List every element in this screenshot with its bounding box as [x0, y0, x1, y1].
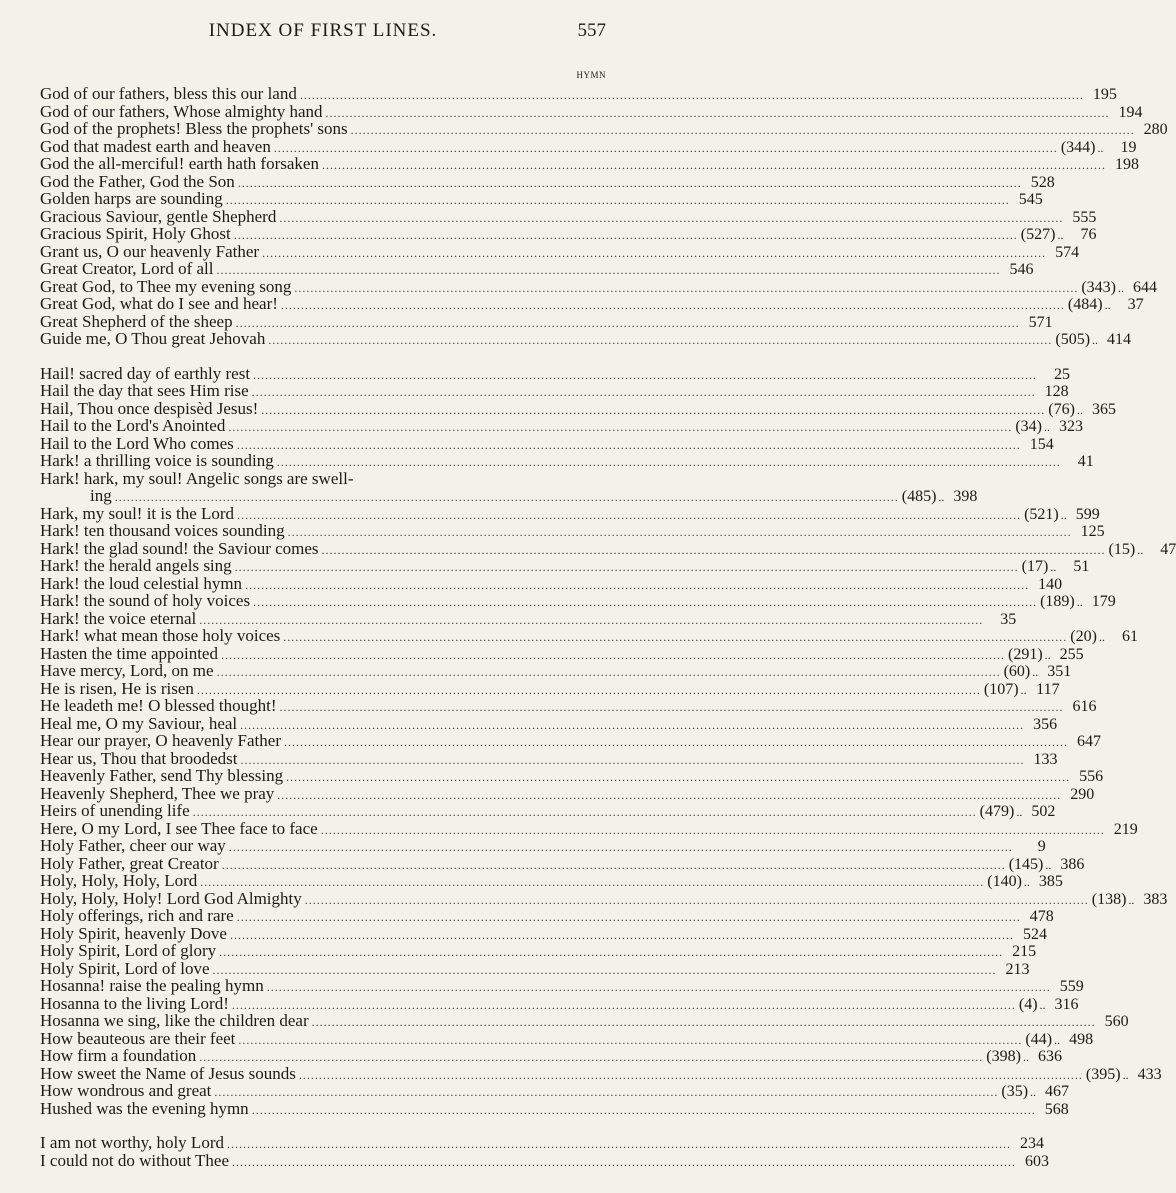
hymn-number: 280: [1143, 121, 1168, 138]
first-line-text: Hail! sacred day of earthly rest: [40, 363, 251, 383]
index-entry-continuation: [40, 486, 978, 505]
dot-leader: [322, 542, 1106, 560]
index-entry: [40, 1150, 1050, 1170]
dot-leader: [221, 647, 1005, 665]
dot-leader: [245, 577, 1029, 595]
cross-reference-number: (34): [1015, 418, 1042, 435]
first-line-text: God that madest earth and heaven: [40, 136, 271, 156]
dot-leader: [325, 105, 1109, 123]
hymn-number: 179: [1091, 593, 1116, 610]
cross-reference-number: (44): [1025, 1030, 1053, 1048]
index-entry: [40, 119, 1168, 138]
dot-leader: [241, 752, 1025, 770]
dot-separator: ..: [1044, 647, 1051, 662]
cross-reference-number: (138): [1091, 890, 1127, 908]
dot-leader: [232, 1154, 1016, 1172]
hymn-number: 616: [1072, 698, 1097, 715]
first-line-text: Golden harps are sounding: [40, 189, 223, 208]
index-entry: [40, 783, 1095, 803]
dot-leader: [237, 507, 1021, 525]
hymn-number: 502: [1031, 803, 1056, 820]
hymn-number: 351: [1047, 663, 1072, 680]
first-line-text: Grant us, O our heavenly Father: [40, 241, 260, 261]
first-line-text: Hasten the time appointed: [40, 643, 218, 663]
index-entry: [40, 1011, 1129, 1030]
hymn-number: 478: [1029, 908, 1054, 925]
dot-leader: [312, 1014, 1096, 1032]
index-entry: [40, 381, 1069, 400]
index-entry: [40, 556, 1090, 575]
first-line-text: Hark! a thrilling voice is sounding: [40, 451, 274, 470]
dot-leader: [252, 1102, 1036, 1120]
index-entry: [40, 1133, 1044, 1152]
hymn-number: 154: [1029, 435, 1054, 453]
hymn-number: 41: [1077, 453, 1094, 470]
first-line-text: Here, O my Lord, I see Thee face to face: [40, 818, 318, 838]
dot-leader: [237, 437, 1021, 455]
index-entry: [40, 748, 1058, 768]
dot-separator: ..: [1054, 1032, 1061, 1047]
dot-leader: [238, 1032, 1022, 1050]
cross-reference-number: (15): [1108, 540, 1136, 558]
cross-reference-number: (189): [1040, 593, 1075, 610]
cross-reference-number: (485): [901, 488, 937, 505]
index-entry: [40, 678, 1060, 698]
cross-reference-number: (4): [1018, 995, 1038, 1013]
index-entry: [40, 224, 1097, 243]
first-line-text: How firm a foundation: [40, 1046, 197, 1065]
first-line-text: Hail the day that sees Him rise: [40, 381, 249, 400]
hymn-number: 117: [1036, 680, 1060, 698]
cross-reference-number: (479): [979, 803, 1015, 820]
index-entry: [40, 1098, 1069, 1118]
hymn-number: 37: [1127, 296, 1144, 313]
page-title: INDEX OF FIRST LINES.: [208, 20, 438, 41]
hymn-number: 545: [1018, 191, 1043, 208]
cross-reference-number: (484): [1067, 296, 1103, 313]
dot-separator: ..: [1128, 892, 1135, 907]
dot-leader: [200, 874, 984, 892]
dot-leader: [262, 245, 1046, 263]
index-entry: [40, 608, 1017, 628]
index-entry: [40, 84, 1117, 103]
hymn-number: 528: [1030, 173, 1055, 191]
first-line-text: Have mercy, Lord, on me: [40, 661, 214, 680]
first-line-text: Hark! the sound of holy voices: [40, 591, 251, 610]
dot-leader: [280, 699, 1064, 717]
index-entry: [40, 871, 1063, 890]
cross-reference-number: (291): [1007, 645, 1043, 663]
first-line-text: Hail to the Lord's Anointed: [40, 416, 226, 435]
dot-separator: ..: [938, 490, 945, 504]
index-entry: [40, 503, 1100, 523]
hymn-number: 47: [1160, 540, 1176, 558]
first-line-text: Hosanna to the living Lord!: [40, 993, 229, 1013]
dot-leader: [286, 769, 1070, 787]
first-line-text: God the all-merciful! earth hath forsaken: [40, 154, 319, 173]
dot-separator: ..: [1122, 1067, 1129, 1082]
first-line-text: Hail to the Lord Who comes: [40, 433, 234, 453]
dot-separator: ..: [1032, 665, 1039, 679]
index-entry: [40, 189, 1043, 208]
dot-separator: ..: [1098, 630, 1105, 644]
first-line-text: Holy Father, cheer our way: [40, 836, 226, 855]
hymn-number: 571: [1028, 313, 1053, 331]
index-entry: [40, 398, 1116, 418]
hymn-number: 603: [1025, 1152, 1050, 1170]
hymn-number: 61: [1121, 628, 1138, 645]
cross-reference-number: (521): [1024, 505, 1059, 523]
dot-leader: [197, 682, 981, 700]
dot-leader: [217, 664, 1001, 682]
hymn-number: 365: [1091, 400, 1116, 418]
dot-separator: ..: [1076, 595, 1083, 609]
hymn-number: 219: [1113, 820, 1138, 838]
hymn-number: 386: [1060, 855, 1085, 873]
hymn-number: 215: [1012, 943, 1037, 960]
cross-reference-number: (107): [983, 680, 1019, 698]
first-line-text: How beauteous are their feet: [40, 1028, 236, 1048]
dot-leader: [232, 997, 1016, 1015]
hymn-number: 467: [1045, 1083, 1070, 1100]
hymn-number: 198: [1114, 156, 1139, 173]
index-entry: [40, 416, 1083, 435]
index-entry: [40, 923, 1047, 943]
dot-separator: ..: [1043, 420, 1050, 434]
hymn-number: 524: [1022, 925, 1047, 943]
dot-leader: [214, 1084, 998, 1102]
index-entry: [40, 276, 1157, 296]
dot-separator: ..: [1030, 1085, 1037, 1099]
first-line-text: Hark! the loud celestial hymn: [40, 573, 243, 593]
first-line-text: God the Father, God the Son: [40, 171, 235, 191]
hymn-number: 559: [1059, 978, 1084, 995]
dot-separator: ..: [1023, 875, 1030, 889]
hymn-number: 128: [1044, 383, 1069, 400]
cross-reference-number: (527): [1020, 226, 1056, 243]
index-entry: [40, 363, 1071, 383]
hymn-number: 574: [1055, 243, 1080, 261]
page-number: 557: [577, 20, 606, 41]
dot-leader: [281, 297, 1065, 315]
hymn-number: 546: [1009, 261, 1034, 278]
first-line-text: Great God, what do I see and hear!: [40, 294, 278, 313]
index-entry: [40, 836, 1046, 855]
index-entry: [40, 470, 606, 488]
first-line-text: Heavenly Shepherd, Thee we pray: [40, 783, 275, 803]
dot-leader: [322, 157, 1106, 175]
first-line-text: Heavenly Father, send Thy blessing: [40, 766, 284, 785]
index-entry: [40, 853, 1085, 873]
index-entry: [40, 1046, 1062, 1065]
dot-leader: [240, 717, 1024, 735]
index-entry: [40, 591, 1116, 610]
first-line-text: Great Creator, Lord of all: [40, 259, 214, 278]
index-entry: [40, 626, 1138, 645]
index-entry: [40, 259, 1034, 278]
dot-separator: ..: [1022, 1050, 1029, 1064]
hymn-number: 647: [1077, 733, 1101, 750]
index-entry: [40, 1081, 1070, 1100]
cross-reference-number: (145): [1008, 855, 1044, 873]
index-entry: [40, 993, 1079, 1013]
first-line-text: Great Shepherd of the sheep: [40, 311, 233, 331]
index-entry: [40, 906, 1054, 925]
dot-separator: ..: [1097, 140, 1104, 155]
index-entry: [40, 731, 1101, 750]
first-line-text: God of the prophets! Bless the prophets' sons: [40, 119, 348, 138]
cross-reference-number: (76): [1048, 400, 1075, 418]
index-entry: [40, 206, 1097, 226]
first-line-text: Hark! what mean those holy voices: [40, 626, 281, 645]
dot-leader: [299, 1067, 1083, 1085]
cross-reference-number: (395): [1085, 1065, 1121, 1083]
dot-leader: [199, 1049, 983, 1067]
first-line-text: Heal me, O my Saviour, heal: [40, 713, 238, 733]
dot-leader: [235, 559, 1019, 577]
dot-leader: [217, 262, 1001, 280]
first-line-text: Guide me, O Thou great Jehovah: [40, 329, 266, 348]
index-entry: [40, 101, 1143, 121]
cross-reference-number: (398): [986, 1048, 1021, 1065]
index-entry: [40, 818, 1138, 838]
first-line-text: Holy offerings, rich and rare: [40, 906, 234, 925]
cross-reference-number: (505): [1055, 331, 1091, 348]
index-entry: [40, 329, 1132, 348]
hymn-number: 25: [1054, 365, 1071, 383]
hymn-number: 195: [1092, 86, 1117, 103]
index-entry: [40, 294, 1144, 313]
first-line-text: Holy Spirit, heavenly Dove: [40, 923, 227, 943]
first-line-text: Hark, my soul! it is the Lord: [40, 503, 235, 523]
index-entry: [40, 766, 1104, 785]
dot-separator: ..: [1104, 298, 1111, 312]
first-line-text: Hark! ten thousand voices sounding: [40, 521, 285, 540]
hymn-number: 568: [1044, 1100, 1069, 1118]
dot-leader: [222, 857, 1006, 875]
first-line-text: How sweet the Name of Jesus sounds: [40, 1063, 296, 1083]
index-entry: [40, 433, 1054, 453]
dot-separator: ..: [1016, 805, 1023, 819]
first-line-text: Hark! hark, my soul! Angelic songs are swell-: [40, 468, 354, 488]
dot-leader: [321, 822, 1105, 840]
first-line-text: Hark! the glad sound! the Saviour comes: [40, 538, 319, 558]
cross-reference-number: (20): [1070, 628, 1097, 645]
first-line-text: Hosanna! raise the pealing hymn: [40, 976, 264, 995]
page-header: [40, 18, 606, 46]
hymn-number: 498: [1069, 1030, 1094, 1048]
hymn-number: 599: [1075, 505, 1100, 523]
first-line-text: I am not worthy, holy Lord: [40, 1133, 224, 1152]
first-lines-index: [40, 84, 1176, 1170]
first-line-continuation: ing: [90, 486, 112, 505]
hymn-number: 213: [1005, 960, 1030, 978]
dot-leader: [238, 175, 1022, 193]
first-line-text: Holy, Holy, Holy! Lord God Almighty: [40, 888, 302, 908]
dot-leader: [268, 332, 1052, 350]
dot-leader: [219, 944, 1003, 962]
dot-leader: [228, 419, 1012, 437]
hymn-number: 76: [1080, 226, 1097, 243]
hymn-number: 9: [1037, 838, 1046, 855]
first-line-text: Holy Spirit, Lord of glory: [40, 941, 217, 960]
first-line-text: Holy Father, great Creator: [40, 853, 219, 873]
dot-separator: ..: [1020, 682, 1027, 697]
first-line-text: Hail, Thou once despisèd Jesus!: [40, 398, 259, 418]
first-line-text: Hosanna we sing, like the children dear: [40, 1011, 309, 1030]
index-entry: [40, 171, 1055, 191]
dot-separator: ..: [1057, 228, 1064, 242]
first-line-text: Hear our prayer, O heavenly Father: [40, 731, 281, 750]
hymn-number: 323: [1058, 418, 1083, 435]
dot-leader: [284, 734, 1068, 752]
hymn-number: 385: [1038, 873, 1063, 890]
first-line-text: Holy, Holy, Holy, Lord: [40, 871, 198, 890]
index-entry: [40, 713, 1058, 733]
dot-leader: [279, 210, 1063, 228]
index-entry: [40, 888, 1168, 908]
first-line-text: I could not do without Thee: [40, 1150, 230, 1170]
dot-leader: [229, 839, 1013, 857]
dot-leader: [277, 454, 1061, 472]
cross-reference-number: (17): [1021, 558, 1049, 575]
dot-leader: [230, 927, 1014, 945]
hymn-number: 316: [1054, 995, 1079, 1013]
hymn-number: 555: [1072, 208, 1097, 226]
dot-leader: [253, 367, 1037, 385]
index-entry: [40, 958, 1030, 978]
index-entry: [40, 136, 1137, 156]
dot-leader: [288, 524, 1072, 542]
dot-leader: [226, 192, 1010, 210]
first-line-text: God of our fathers, Whose almighty hand: [40, 101, 323, 121]
index-entry: [40, 573, 1063, 593]
first-line-text: He leadeth me! O blessed thought!: [40, 696, 277, 715]
index-entry: [40, 801, 1056, 820]
hymn-number: 398: [953, 488, 978, 505]
index-entry: [40, 661, 1072, 680]
hymn-number: 560: [1104, 1013, 1129, 1030]
dot-leader: [237, 909, 1021, 927]
dot-leader: [252, 384, 1036, 402]
index-entry: [40, 154, 1139, 173]
index-entry: [40, 451, 1094, 470]
dot-leader: [294, 280, 1078, 298]
index-entry: [40, 696, 1097, 715]
dot-leader: [351, 122, 1135, 140]
dot-separator: ..: [1117, 280, 1124, 295]
dot-leader: [274, 140, 1058, 158]
index-entry: [40, 521, 1105, 540]
hymn-number: 35: [1000, 610, 1017, 628]
hymn-number: 194: [1118, 103, 1143, 121]
dot-leader: [234, 227, 1018, 245]
hymn-number: 51: [1073, 558, 1090, 575]
dot-leader: [261, 402, 1045, 420]
index-entry: [40, 941, 1037, 960]
dot-separator: ..: [1092, 333, 1099, 347]
dot-leader: [267, 979, 1051, 997]
dot-leader: [227, 1136, 1011, 1154]
cross-reference-number: (344): [1060, 138, 1096, 156]
hymn-number: 19: [1120, 138, 1137, 156]
cross-reference-number: (343): [1081, 278, 1116, 296]
first-line-text: Hark! the herald angels sing: [40, 556, 232, 575]
hymn-number: 133: [1033, 750, 1058, 768]
index-entry: [40, 1063, 1162, 1083]
dot-leader: [277, 787, 1061, 805]
index-entry: [40, 1028, 1094, 1048]
hymn-column-heading: HYMN: [576, 70, 606, 80]
index-entry: [40, 976, 1084, 995]
cross-reference-number: (140): [987, 873, 1022, 890]
index-entry: [40, 241, 1080, 261]
hymn-number: 140: [1038, 575, 1063, 593]
dot-leader: [305, 892, 1089, 910]
dot-separator: ..: [1137, 542, 1144, 557]
hymn-number: 255: [1059, 645, 1084, 663]
first-line-text: Hark! the voice eternal: [40, 608, 197, 628]
first-line-text: He is risen, He is risen: [40, 678, 194, 698]
cross-reference-number: (35): [1001, 1083, 1029, 1100]
dot-separator: ..: [1050, 560, 1057, 574]
dot-separator: ..: [1045, 857, 1052, 872]
dot-separator: ..: [1039, 997, 1046, 1012]
hymn-number: 125: [1080, 523, 1105, 540]
dot-leader: [300, 87, 1084, 105]
hymn-number: 414: [1107, 331, 1132, 348]
first-line-text: Hear us, Thou that broodedst: [40, 748, 238, 768]
hymn-number: 290: [1070, 785, 1095, 803]
hymn-number: 383: [1143, 890, 1168, 908]
dot-leader: [283, 629, 1067, 647]
first-line-text: Hushed was the evening hymn: [40, 1098, 249, 1118]
index-entry: [40, 311, 1053, 331]
index-entry: [40, 538, 1176, 558]
cross-reference-number: (60): [1003, 663, 1031, 680]
hymn-number: 636: [1037, 1048, 1062, 1065]
first-line-text: Gracious Saviour, gentle Shepherd: [40, 206, 277, 226]
hymn-number: 234: [1019, 1135, 1044, 1152]
first-line-text: Heirs of unending life: [40, 801, 190, 820]
first-line-text: Gracious Spirit, Holy Ghost: [40, 224, 231, 243]
hymn-number: 556: [1079, 768, 1104, 785]
dot-leader: [236, 315, 1020, 333]
first-line-text: Holy Spirit, Lord of love: [40, 958, 210, 978]
hymn-number: 356: [1033, 715, 1058, 733]
dot-separator: ..: [1060, 507, 1067, 522]
dot-leader: [199, 612, 983, 630]
dot-separator: ..: [1076, 402, 1083, 417]
first-line-text: How wondrous and great: [40, 1081, 212, 1100]
hymn-number: 644: [1132, 278, 1157, 296]
index-entry: [40, 643, 1084, 663]
dot-leader: [253, 594, 1037, 612]
hymn-number: 433: [1137, 1065, 1162, 1083]
dot-leader: [213, 962, 997, 980]
first-line-text: Great God, to Thee my evening song: [40, 276, 292, 296]
first-line-text: God of our fathers, bless this our land: [40, 84, 297, 103]
